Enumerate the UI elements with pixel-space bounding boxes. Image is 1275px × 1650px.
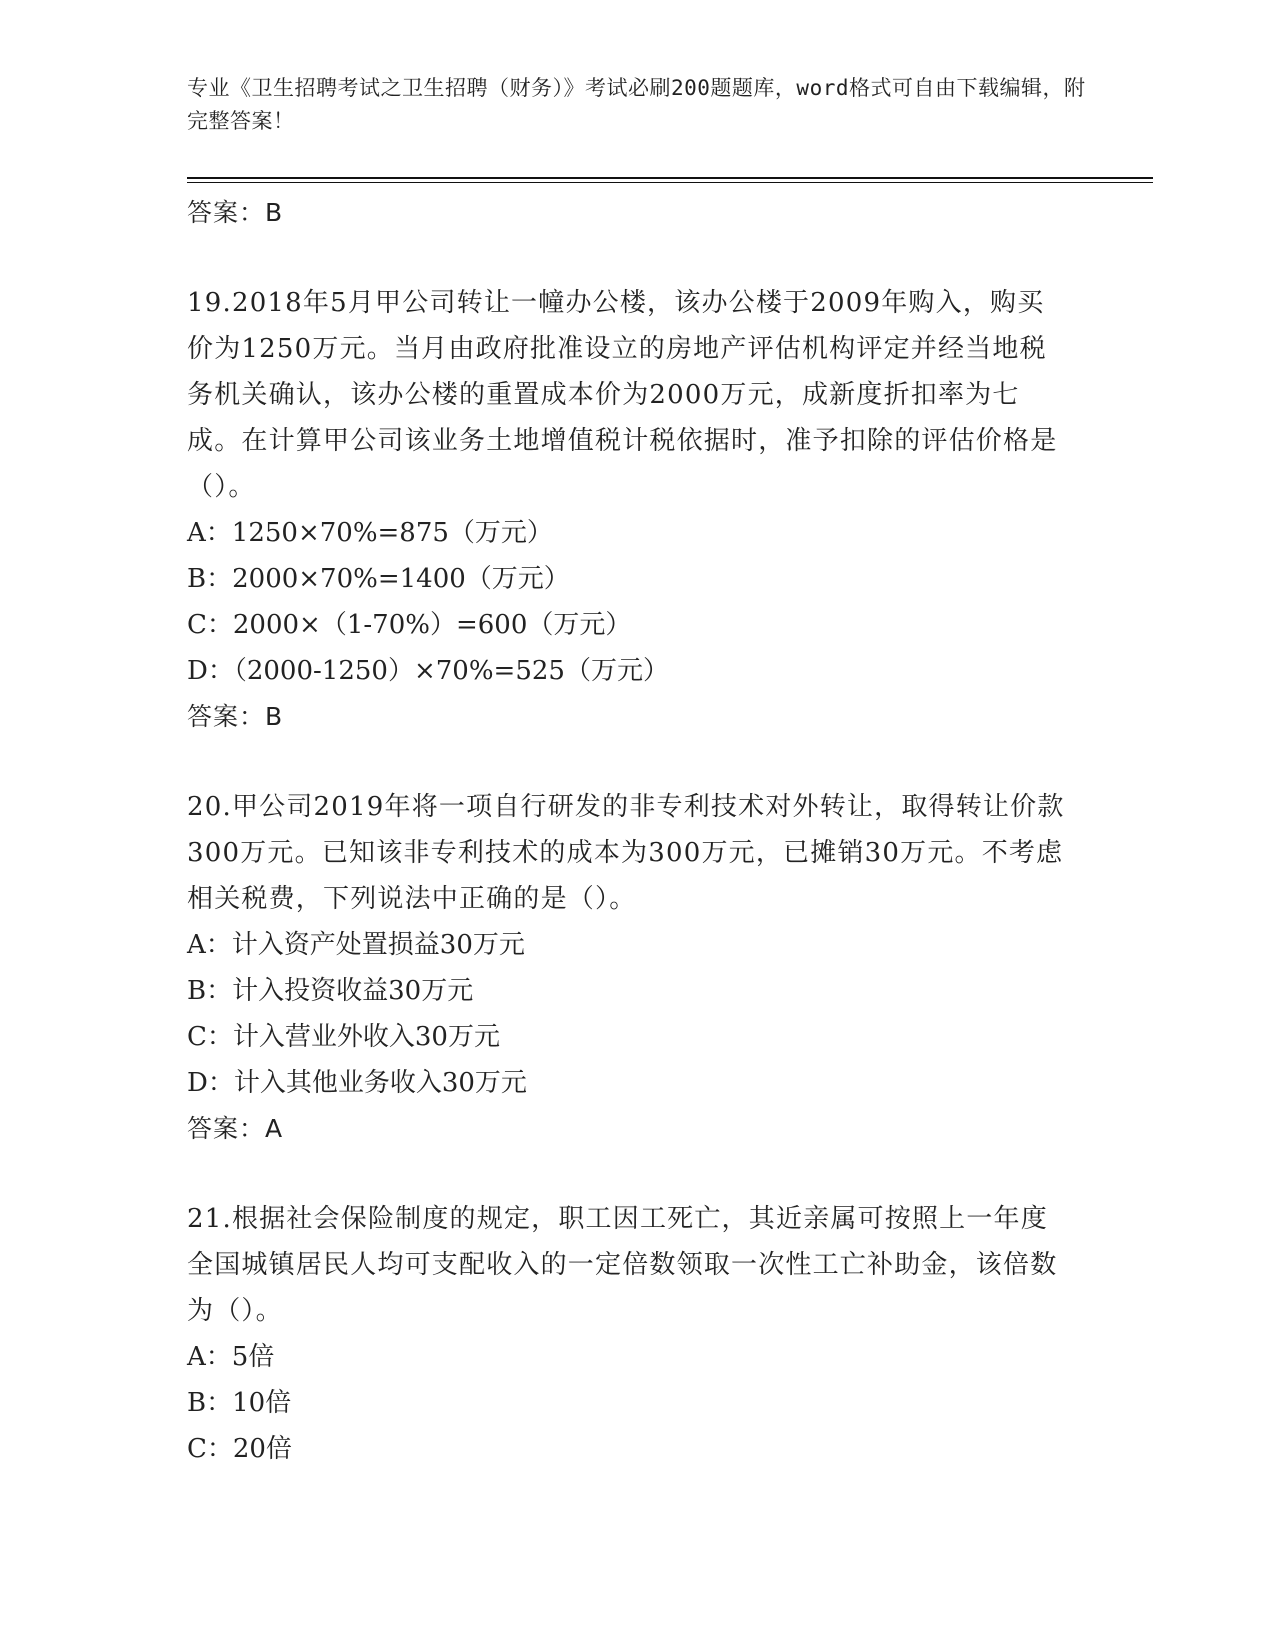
question-20-option-a: A：计入资产处置损益30万元 xyxy=(187,930,525,960)
question-20-text: 20.甲公司2019年将一项自行研发的非专利技术对外转让，取得转让价款300万元。已知该非专利技术的成本为300万元，已摊销30万元。不考虑相关税费，下列说法中正确的是（）。 xyxy=(187,792,1065,914)
question-19-option-b: B：2000×70%=1400（万元） xyxy=(187,564,570,594)
question-19-option-a: A：1250×70%=875（万元） xyxy=(187,518,553,548)
question-20-answer: 答案：A xyxy=(187,1114,284,1143)
answer-prev: 答案：B xyxy=(187,198,284,227)
document-header: 专业《卫生招聘考试之卫生招聘（财务）》考试必刷200题题库，word格式可自由下载编辑，附完整答案！ xyxy=(187,76,1086,133)
header-rule-thick xyxy=(187,177,1153,179)
spacer xyxy=(187,1152,1087,1196)
document-body xyxy=(187,190,1087,1472)
spacer xyxy=(187,236,1087,280)
header-rule-thin xyxy=(187,182,1153,183)
question-20-option-c: C：计入营业外收入30万元 xyxy=(187,1022,500,1052)
question-20-option-b: B：计入投资收益30万元 xyxy=(187,976,474,1006)
question-19-text: 19.2018年5月甲公司转让一幢办公楼，该办公楼于2009年购入，购买价为1250万元。当月由政府批准设立的房地产评估机构评定并经当地税务机关确认，该办公楼的重置成本价为2000万元，成新度折扣率为七成。在计算甲公司该业务土地增值税计税依据时，准予扣除的评估价格是（）。 xyxy=(187,288,1058,502)
question-19-answer: 答案：B xyxy=(187,702,284,731)
question-21-option-c: C：20倍 xyxy=(187,1434,292,1464)
question-21-text: 21.根据社会保险制度的规定，职工因工死亡，其近亲属可按照上一年度全国城镇居民人均可支配收入的一定倍数领取一次性工亡补助金，该倍数为（）。 xyxy=(187,1204,1058,1326)
question-21-option-b: B：10倍 xyxy=(187,1388,292,1418)
spacer xyxy=(187,740,1087,784)
question-20-option-d: D：计入其他业务收入30万元 xyxy=(187,1068,527,1098)
question-21-option-a: A：5倍 xyxy=(187,1342,275,1372)
question-19-option-c: C：2000×（1-70%）=600（万元） xyxy=(187,610,632,640)
question-19-option-d: D：（2000-1250）×70%=525（万元） xyxy=(187,656,669,686)
